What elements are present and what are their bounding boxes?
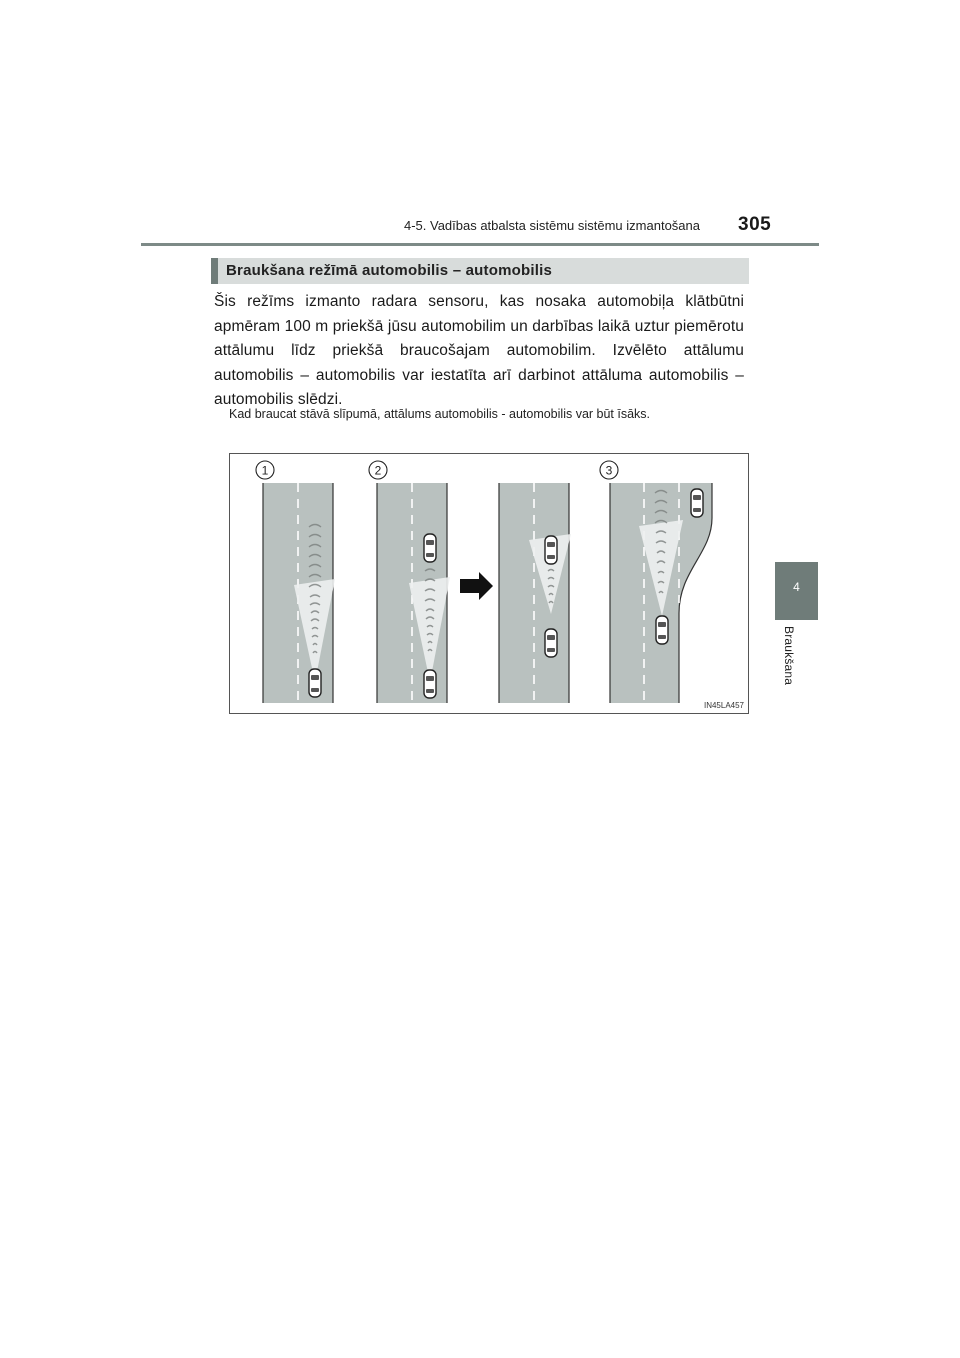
svg-text:2: 2	[374, 463, 382, 478]
chapter-number: 4	[793, 580, 800, 594]
illustration-svg	[229, 453, 749, 714]
svg-text:1: 1	[261, 463, 269, 478]
chapter-title-vertical	[784, 626, 808, 746]
body-paragraph: Šis režīms izmanto radara sensoru, kas nosaka automobiļa klātbūtni apmēram 100 m priekšā jūsu automobilim un darbības laikā uztur piemērotu attālumu līdz priekšā braucošajam automobilim. Izvēlēto attālumu automobilis – automobilis var iestatīta arī darbinot attāluma automobilis – automobilis slēdzi.	[214, 293, 744, 409]
road-scene-3	[499, 483, 571, 703]
section-title: Braukšana režīmā automobilis – automobilis	[226, 262, 552, 279]
scene-label-1	[256, 461, 274, 479]
running-header: 4-5. Vadības atbalsta sistēmu sistēmu izmantošana	[403, 218, 700, 233]
scene-label-3	[600, 461, 618, 479]
page-number: 305	[738, 214, 772, 235]
section-heading-bar	[211, 258, 749, 284]
illustration	[229, 453, 749, 714]
header-rule	[141, 243, 819, 246]
note-paragraph: Kad braucat stāvā slīpumā, attālums automobilis - automobilis var būt īsāks.	[229, 407, 651, 421]
svg-text:3: 3	[605, 463, 613, 478]
figure-code: IN45LA457	[703, 701, 744, 710]
section-marker	[211, 258, 218, 284]
road-scene-2	[377, 483, 450, 703]
chapter-title: Braukšana	[782, 626, 796, 686]
road-scene-1	[263, 483, 335, 703]
chapter-tab[interactable]	[775, 562, 818, 620]
scene-label-2	[369, 461, 387, 479]
